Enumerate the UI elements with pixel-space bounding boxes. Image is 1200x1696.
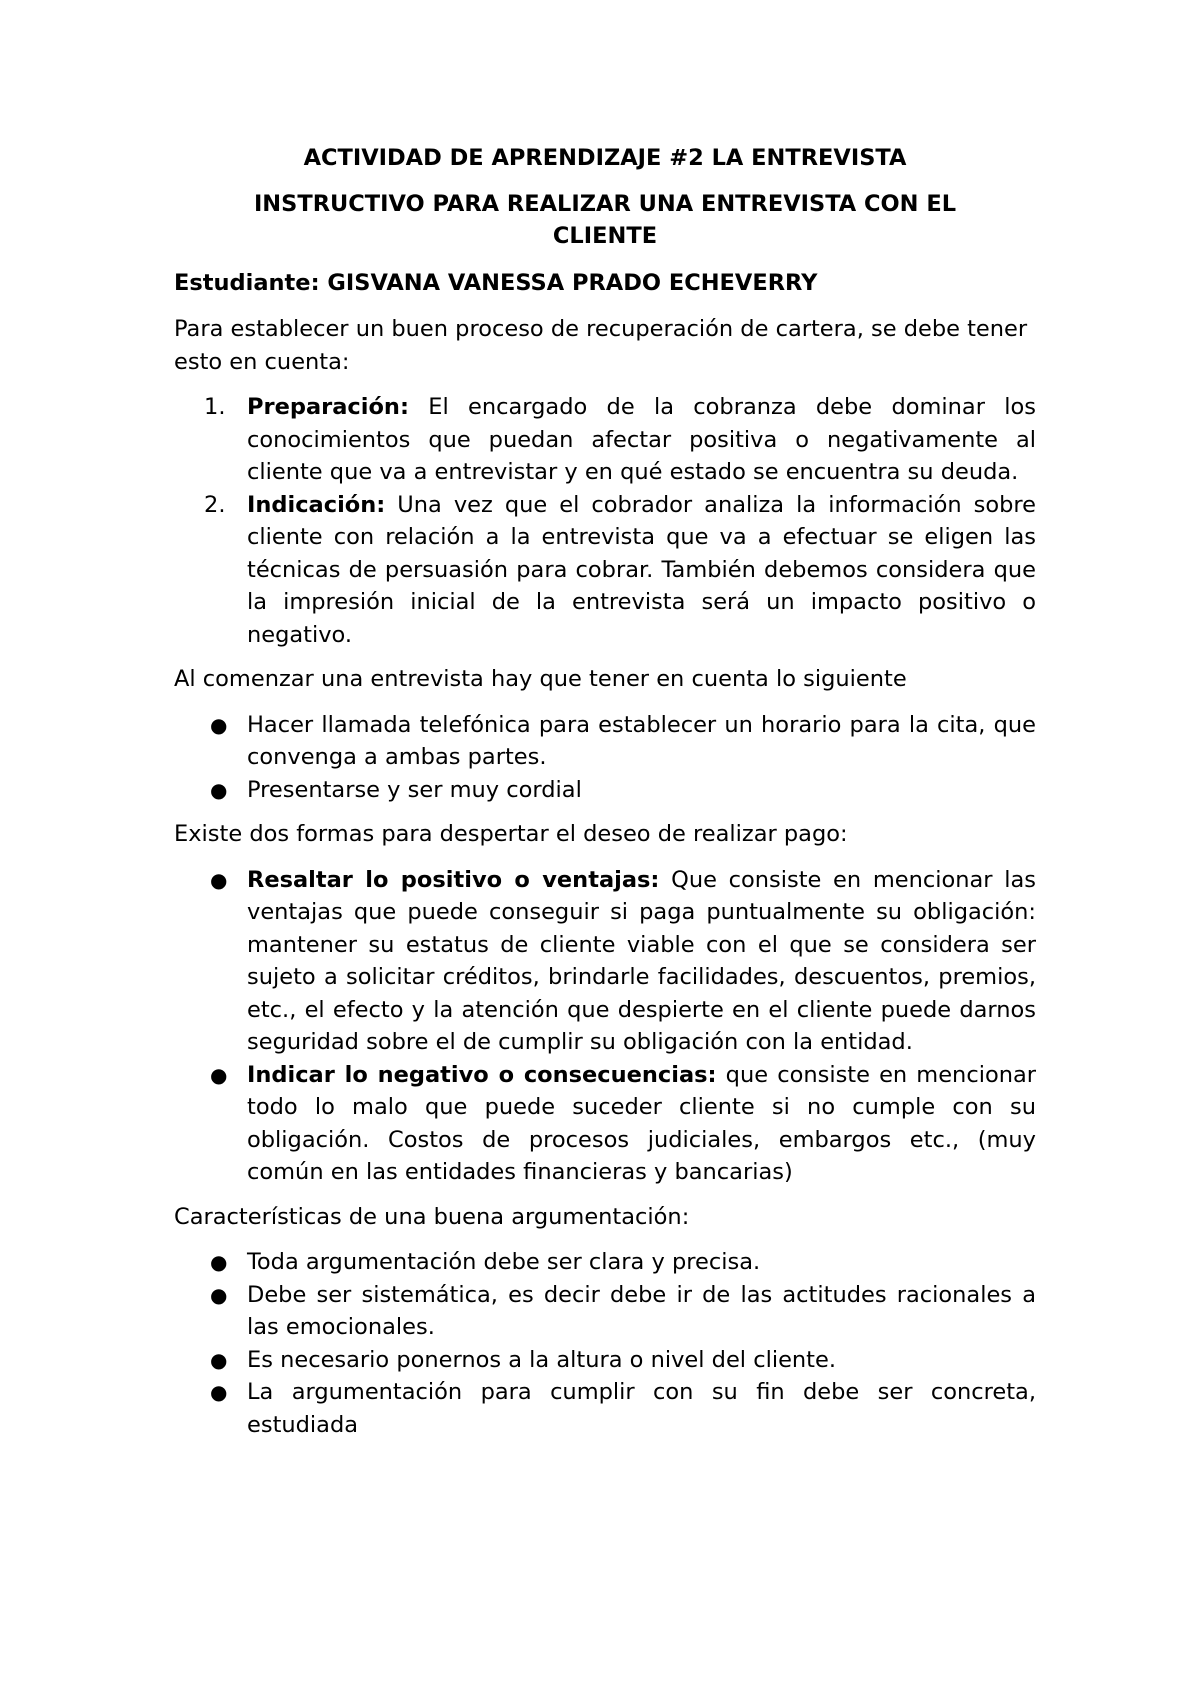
bullet-list (174, 1246, 1036, 1441)
bullet-icon: ● (210, 1282, 228, 1307)
bullet-icon: ● (210, 1347, 228, 1372)
section-heading: Al comenzar una entrevista hay que tener en cuenta lo siguiente (174, 666, 907, 692)
list-number: 2. (204, 491, 226, 518)
bullet-icon: ● (210, 1250, 228, 1274)
item-text: El encargado de la cobranza debe dominar los conocimientos que puedan afectar positiva o negativamente al cliente que va a entrevistar y en qué estado se encuentra su deuda. (247, 394, 1036, 485)
list-item (174, 1279, 1036, 1344)
document-page (174, 142, 1036, 1453)
item-term: Resaltar lo positivo o ventajas: (247, 866, 660, 893)
item-text: Debe ser sistemática, es decir debe ir de las actitudes racionales a las emocionales. (247, 1281, 1036, 1340)
numbered-item (174, 391, 1036, 489)
item-text: La argumentación para cumplir con su fin debe ser concreta, estudiada (247, 1379, 1036, 1438)
item-text: Una vez que el cobrador analiza la información sobre cliente con relación a la entrevista que va a efectuar se eligen las técnicas de persuasión para cobrar. También debemos considera que la impresión inicial de la entrevista será un impacto positivo o negativo. (247, 491, 1036, 648)
list-item (174, 709, 1036, 774)
list-item (174, 1059, 1036, 1189)
list-item (174, 774, 1036, 807)
item-text: Toda argumentación debe ser clara y precisa. (247, 1249, 761, 1275)
list-item (174, 1246, 1036, 1279)
document-title: ACTIVIDAD DE APRENDIZAJE #2 LA ENTREVISTA (303, 145, 907, 171)
item-term: Indicar lo negativo o consecuencias: (247, 1061, 717, 1088)
item-text: Hacer llamada telefónica para establecer un horario para la cita, que convenga a ambas partes. (247, 711, 1036, 770)
item-term: Indicación: (247, 491, 386, 518)
bullet-icon: ● (210, 1062, 228, 1087)
list-number: 1. (204, 394, 226, 420)
list-item (174, 1376, 1036, 1441)
bullet-icon: ● (210, 712, 228, 737)
list-item (174, 864, 1036, 1059)
subtitle-line-2: CLIENTE (552, 223, 658, 249)
item-term: Preparación: (247, 394, 409, 420)
item-text: Presentarse y ser muy cordial (247, 776, 582, 803)
bullet-list (174, 864, 1036, 1189)
numbered-list (174, 391, 1036, 651)
student-name: Estudiante: GISVANA VANESSA PRADO ECHEVERRY (174, 269, 818, 296)
item-text: Es necesario ponernos a la altura o nivel del cliente. (247, 1346, 836, 1373)
item-text: que consiste en mencionar todo lo malo que puede suceder cliente si no cumple con su obligación. Costos de procesos judiciales, embargos etc., (muy común en las entidades financieras y bancarias) (247, 1061, 1037, 1185)
numbered-item (174, 489, 1036, 652)
section-heading: Características de una buena argumentación: (174, 1203, 690, 1230)
item-text: Que consiste en mencionar las ventajas que puede conseguir si paga puntualmente su obligación: mantener su estatus de cliente viable con el que se considera ser sujeto a solicitar créditos, brindarle facilidades, descuentos, premios, etc., el efecto y la atención que despierte en el cliente puede darnos seguridad sobre el de cumplir su obligación con la entidad. (247, 866, 1036, 1055)
list-item (174, 1344, 1036, 1377)
subtitle-line-1: INSTRUCTIVO PARA REALIZAR UNA ENTREVISTA CON EL (253, 190, 957, 217)
section-heading: Existe dos formas para despertar el deseo de realizar pago: (174, 821, 848, 847)
bullet-icon: ● (210, 867, 228, 892)
intro-paragraph: Para establecer un buen proceso de recuperación de cartera, se debe tener esto en cuenta: (174, 316, 1028, 375)
bullet-icon: ● (210, 1380, 228, 1404)
bullet-icon: ● (210, 777, 228, 802)
bullet-list (174, 709, 1036, 807)
document-subtitle (174, 188, 1036, 253)
